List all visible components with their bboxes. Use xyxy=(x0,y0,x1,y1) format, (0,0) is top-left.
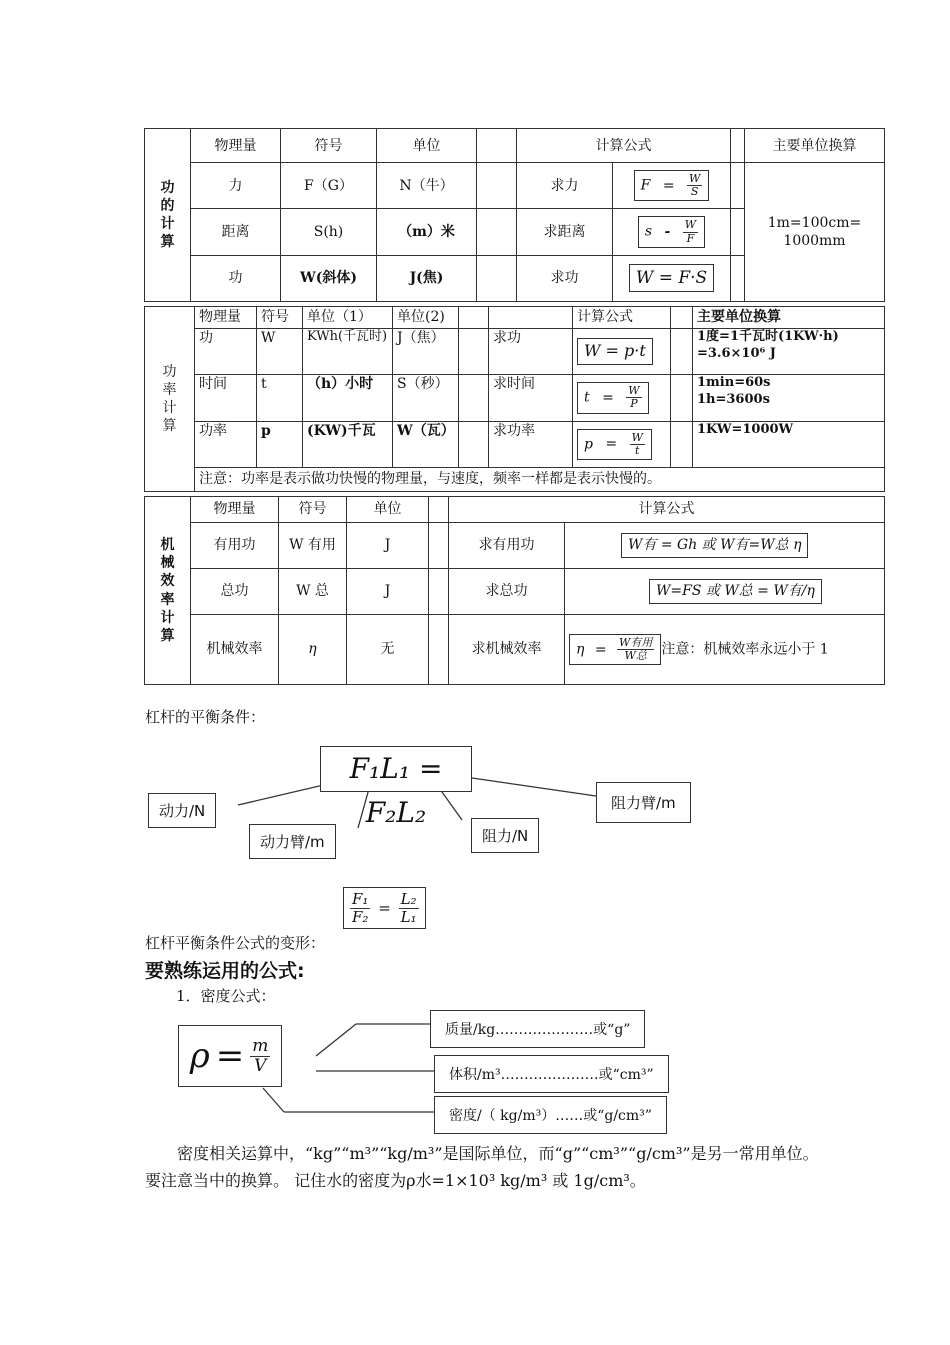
work-side-label: 功的计算 xyxy=(145,129,191,302)
table-row: 距离 S(h) （m）米 求距离 s - $\frac{W}{F}$ xyxy=(145,209,885,255)
formula-box: W有 = Gh 或 W有=W总 η xyxy=(621,533,808,557)
density-label-volume: 体积/m³…………………或“cm³” xyxy=(434,1055,669,1093)
power-table: 功率计算 物理量 符号 单位（1） 单位(2) 计算公式 主要单位换算 功 W KWh(千瓦时) J（焦） 求功 W = p·t 1度=1千瓦时(1KW·h) =3.6×10⁶ J 时间 t （h）小时 S（秒） 求时间 t = $\frac{W}{P}$ 1min=60s 1h=3600s 功率 p (KW)千瓦 W（瓦） 求功率 p = $\frac{W}{t}$ 1KW=1000W 注意：功率是表示做功快慢的物理量，与速度，频率一样都是表示快慢的。 xyxy=(144,306,885,492)
table-row: 机械效率 η 无 求机械效率 η = $\frac{\text{W有用}}{\text{W总}}$ 注意：机械效率永远小于 1 xyxy=(145,615,885,685)
table-row: 有用功 W 有用 J 求有用功 W有 = Gh 或 W有=W总 η xyxy=(145,523,885,569)
formulas-heading: 要熟练运用的公式: xyxy=(145,960,305,982)
work-header-sym: 符号 xyxy=(281,129,377,163)
formula-box: W=FS 或 W总 = W有/η xyxy=(649,579,822,603)
density-formula: ρ = $\frac{m}{V}$ xyxy=(178,1025,282,1087)
density-paragraph: 密度相关运算中，“kg”“m³”“kg/m³”是国际单位，而“g”“cm³”“g/cm³”是另一常用单位。要注意当中的换算。 记住水的密度为ρ水=1×10³ kg/m³ 或 1g/cm³。 xyxy=(145,1144,819,1190)
table-row: 总功 W 总 J 求总功 W=FS 或 W总 = W有/η xyxy=(145,569,885,615)
efficiency-note: 注意：机械效率永远小于 1 xyxy=(661,641,829,658)
formula-box: F = $\frac{W}{S}$ xyxy=(634,170,710,201)
lever-label-l2: 阻力臂/m xyxy=(596,782,691,823)
lever-title: 杠杆的平衡条件： xyxy=(145,708,266,726)
table-row: 功率 p (KW)千瓦 W（瓦） 求功率 p = $\frac{W}{t}$ 1KW=1000W xyxy=(145,421,885,467)
lever-label-l1: 动力臂/m xyxy=(249,824,336,859)
formula-box: s - $\frac{W}{F}$ xyxy=(638,216,705,247)
formulas-item-1: 1．密度公式： xyxy=(176,987,276,1005)
formula-box: W = p·t xyxy=(577,338,653,365)
formula-box: p = $\frac{W}{t}$ xyxy=(577,429,652,460)
table-row: 时间 t （h）小时 S（秒） 求时间 t = $\frac{W}{P}$ 1min=60s 1h=3600s xyxy=(145,375,885,421)
table-row: 力 F（G） N（牛） 求力 F = $\frac{W}{S}$ 1m=100cm= 1000mm xyxy=(145,163,885,209)
formula-box: η = $\frac{\text{W有用}}{\text{W总}}$ xyxy=(569,634,661,665)
lever-label-f1: 动力/N xyxy=(148,793,216,828)
work-header-unit: 单位 xyxy=(377,129,477,163)
power-side-label: 功率计算 xyxy=(145,307,195,492)
efficiency-side-label: 机械效率计算 xyxy=(145,497,191,685)
density-label-mass: 质量/kg…………………或“g” xyxy=(430,1010,645,1048)
efficiency-table: 机械效率计算 物理量 符号 单位 计算公式 有用功 W 有用 J 求有用功 W有 = Gh 或 W有=W总 η 总功 W 总 J 求总功 W=FS 或 W总 = W有/η 机械效率 η 无 求机械效率 η = $\frac{\text{W有用}}{\text{W总}}$ 注意：机械效率永远小于 1 xyxy=(144,496,885,685)
lever-label-f2: 阻力/N xyxy=(471,818,539,853)
density-label-density: 密度/（ kg/m³）……或“g/cm³” xyxy=(434,1096,667,1134)
work-conversion: 1m=100cm= 1000mm xyxy=(745,163,885,302)
lever-formula: F₁L₁ = F₂L₂ xyxy=(320,746,472,792)
power-note: 注意：功率是表示做功快慢的物理量，与速度，频率一样都是表示快慢的。 xyxy=(195,467,885,491)
work-header-formula: 计算公式 xyxy=(517,129,731,163)
lever-variant-formula: $\frac{\text{F₁}}{\text{F₂}}$ = $\frac{\text{L₂}}{\text{L₁}}$ xyxy=(343,887,426,929)
work-header-conversion: 主要单位换算 xyxy=(745,129,885,163)
formula-box: t = $\frac{W}{P}$ xyxy=(577,382,649,413)
table-row: 功 W(斜体) J(焦) 求功 W = F·S xyxy=(145,255,885,301)
formula-box: W = F·S xyxy=(629,264,714,292)
table-row: 功 W KWh(千瓦时) J（焦） 求功 W = p·t 1度=1千瓦时(1KW·h) =3.6×10⁶ J xyxy=(145,329,885,375)
lever-variant-label: 杠杆平衡条件公式的变形： xyxy=(145,934,326,952)
work-header-qty: 物理量 xyxy=(191,129,281,163)
